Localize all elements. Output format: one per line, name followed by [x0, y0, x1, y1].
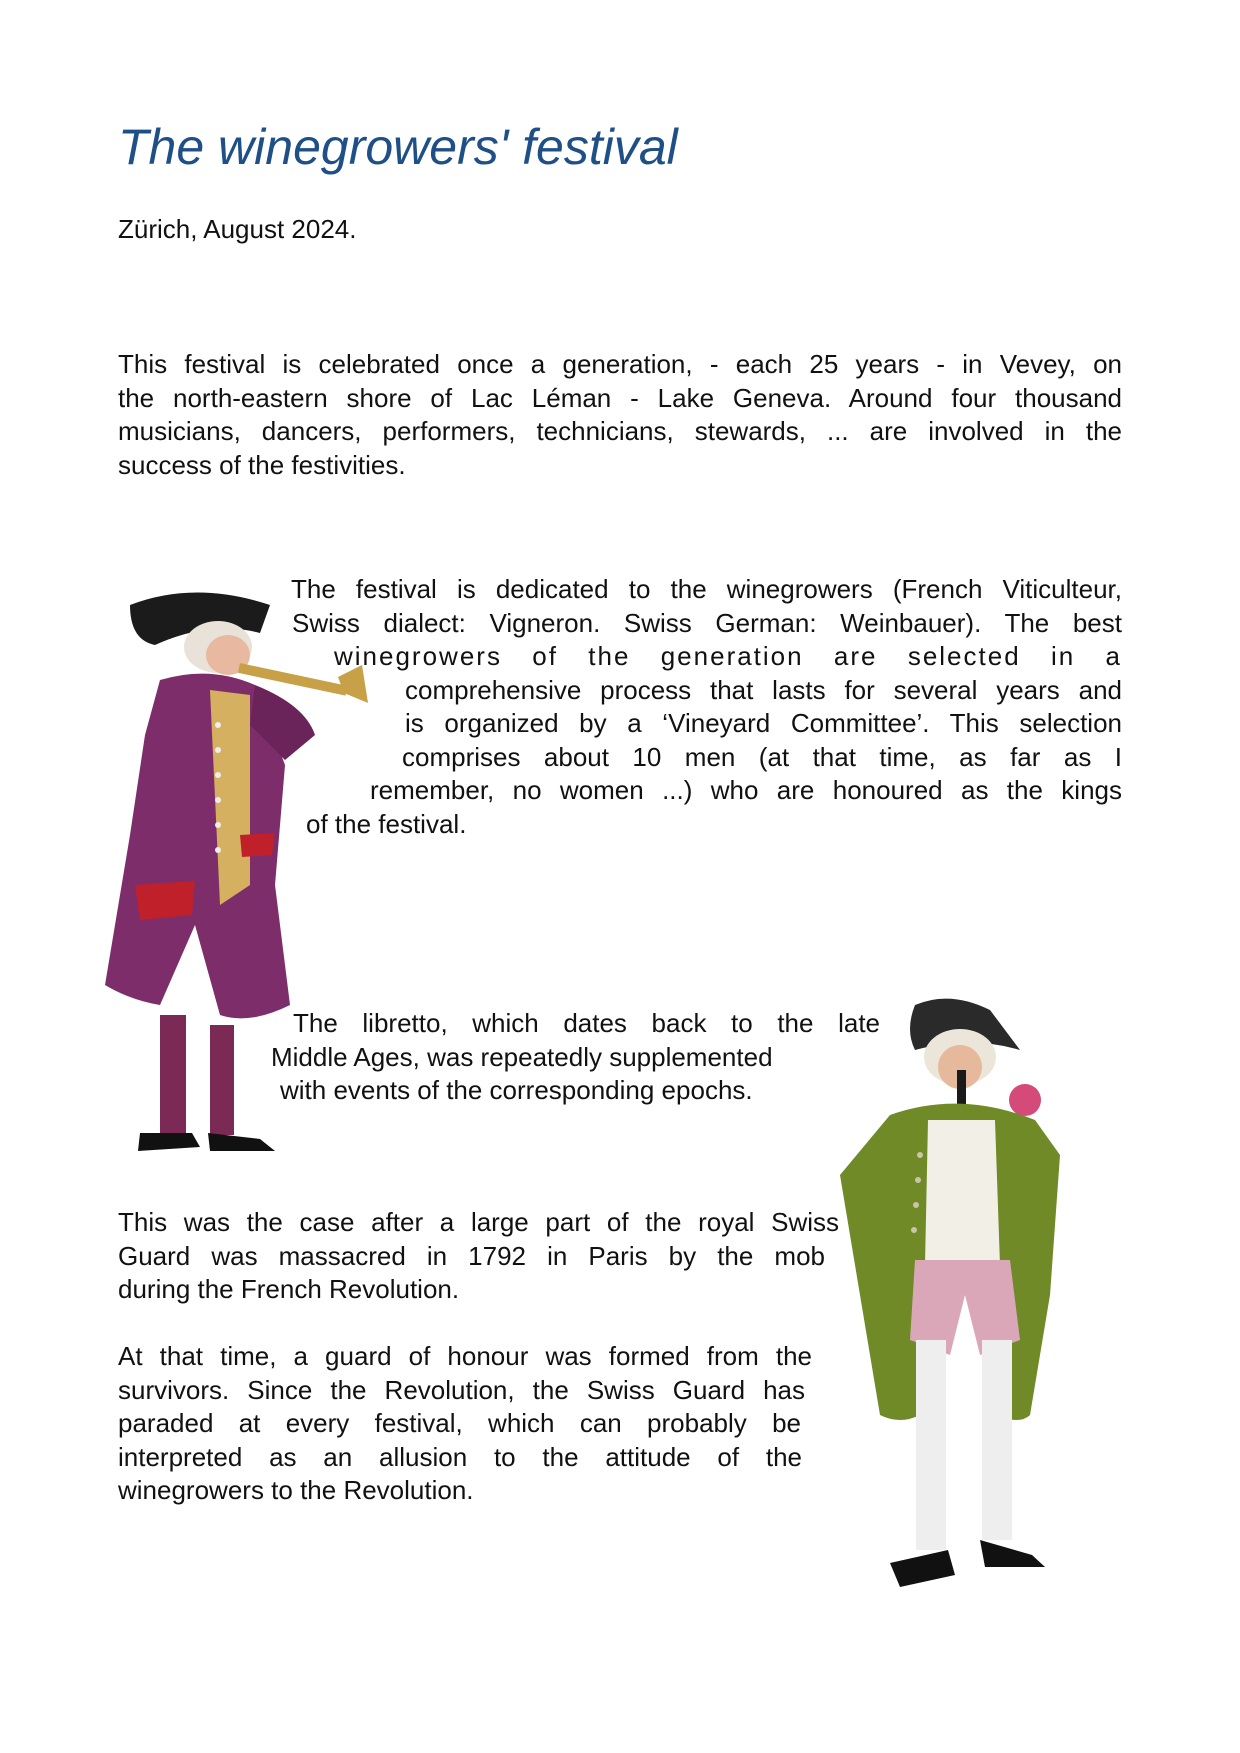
paragraph-intro: [118, 348, 1122, 482]
text-line: At that time, a guard of honour was formed from the: [118, 1341, 812, 1371]
text-line: interpreted as an allusion to the attitude of the: [118, 1441, 802, 1472]
text-line: This was the case after a large part of the royal Swiss: [118, 1207, 839, 1237]
text-line: success of the festivities.: [118, 449, 406, 480]
text-line: remember, no women ...) who are honoured as the kings: [370, 775, 1122, 805]
text-line: winegrowers to the Revolution.: [118, 1475, 474, 1505]
text-line: survivors. Since the Revolution, the Swiss Guard has: [118, 1374, 805, 1405]
text-line: is organized by a ‘Vineyard Committee’. This selection: [405, 708, 1122, 738]
text-line: Guard was massacred in 1792 in Paris by the mob: [118, 1240, 825, 1271]
text-line: The festival is dedicated to the winegrowers (French Viticulteur,: [291, 574, 1122, 604]
text-line: musicians, dancers, performers, technicians, stewards, ... are involved in the: [118, 416, 1122, 446]
text-line: the north-eastern shore of Lac Léman - Lake Geneva. Around four thousand: [118, 382, 1122, 413]
text-line: comprises about 10 men (at that time, as far as I: [402, 741, 1122, 772]
text-line: during the French Revolution.: [118, 1274, 460, 1304]
text-line: This festival is celebrated once a generation, - each 25 years - in Vevey, on: [118, 349, 1122, 379]
paragraph-swiss-guard: [118, 1206, 838, 1307]
text-line: comprehensive process that lasts for several years and: [405, 674, 1122, 705]
paragraph-winegrowers: [0, 573, 1122, 841]
paragraph-libretto: [0, 1007, 880, 1108]
clarinetist-illustration: [820, 995, 1100, 1615]
text-line: winegrowers of the generation are selected in a: [334, 641, 1122, 671]
text-line: The libretto, which dates back to the late: [293, 1008, 880, 1038]
text-line: Swiss dialect: Vigneron. Swiss German: Weinbauer). The best: [292, 607, 1122, 638]
text-line: of the festival.: [306, 808, 467, 839]
date-line: Zürich, August 2024.: [118, 214, 357, 244]
text-line: with events of the corresponding epochs.: [280, 1075, 753, 1105]
text-line: paraded at every festival, which can probably be: [118, 1408, 801, 1438]
text-line: Middle Ages, was repeatedly supplemented: [271, 1041, 773, 1072]
paragraph-guard-of-honour: [118, 1340, 818, 1508]
page-title: The winegrowers' festival: [118, 119, 678, 175]
